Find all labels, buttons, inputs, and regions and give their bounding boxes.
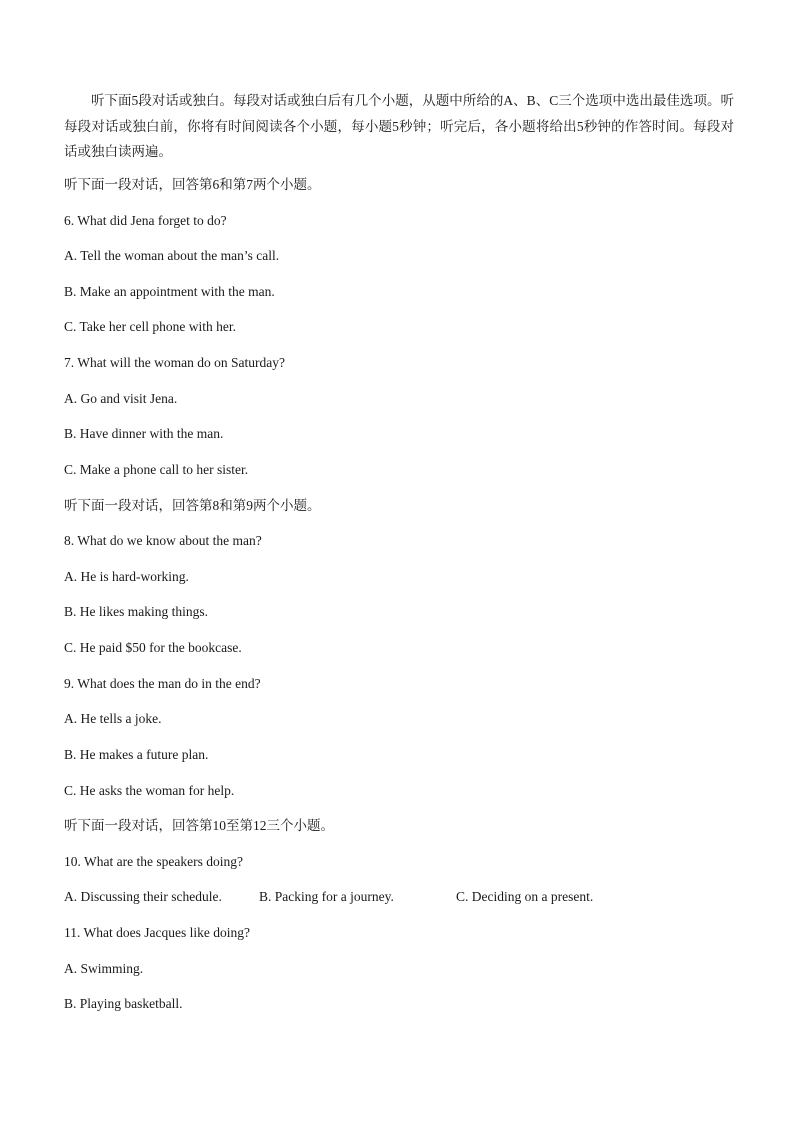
q9-option-a: A. He tells a joke. <box>64 711 162 726</box>
question-10: 10. What are the speakers doing? <box>64 854 243 869</box>
section-heading: 听下面一段对话，回答第8和第9两个小题。 <box>64 498 321 513</box>
q8-option-a: A. He is hard-working. <box>64 569 189 584</box>
question-8: 8. What do we know about the man? <box>64 533 262 548</box>
section-heading: 听下面一段对话，回答第6和第7两个小题。 <box>64 177 321 192</box>
q6-option-c: C. Take her cell phone with her. <box>64 319 237 334</box>
question-11: 11. What does Jacques like doing? <box>64 925 250 940</box>
q7-option-a: A. Go and visit Jena. <box>64 391 178 406</box>
q7-option-c: C. Make a phone call to her sister. <box>64 462 249 477</box>
question-9: 9. What does the man do in the end? <box>64 676 261 691</box>
q10-option-c: C. Deciding on a present. <box>456 889 594 904</box>
section-heading: 听下面一段对话，回答第10至第12三个小题。 <box>64 818 334 833</box>
question-7: 7. What will the woman do on Saturday? <box>64 355 285 370</box>
q11-option-b: B. Playing basketball. <box>64 996 183 1011</box>
q8-option-c: C. He paid $50 for the bookcase. <box>64 640 242 655</box>
q10-option-a: A. Discussing their schedule. <box>64 889 222 904</box>
q8-option-b: B. He likes making things. <box>64 604 208 619</box>
q11-option-a: A. Swimming. <box>64 961 144 976</box>
q10-option-b: B. Packing for a journey. <box>259 889 394 904</box>
q7-option-b: B. Have dinner with the man. <box>64 426 224 441</box>
q6-option-b: B. Make an appointment with the man. <box>64 284 275 299</box>
q9-option-b: B. He makes a future plan. <box>64 747 209 762</box>
listening-instructions: 听下面5段对话或独白。每段对话或独白后有几个小题，从题中所给的A、B、C三个选项中选出最佳选项。听每段对话或独白前，你将有时间阅读各个小题，每小题5秒钟；听完后，各小题将给出5秒钟的作答时间。每段对话或独白读两遍。 <box>64 93 734 159</box>
q9-option-c: C. He asks the woman for help. <box>64 783 235 798</box>
q6-option-a: A. Tell the woman about the man’s call. <box>64 248 280 263</box>
question-6: 6. What did Jena forget to do? <box>64 213 227 228</box>
